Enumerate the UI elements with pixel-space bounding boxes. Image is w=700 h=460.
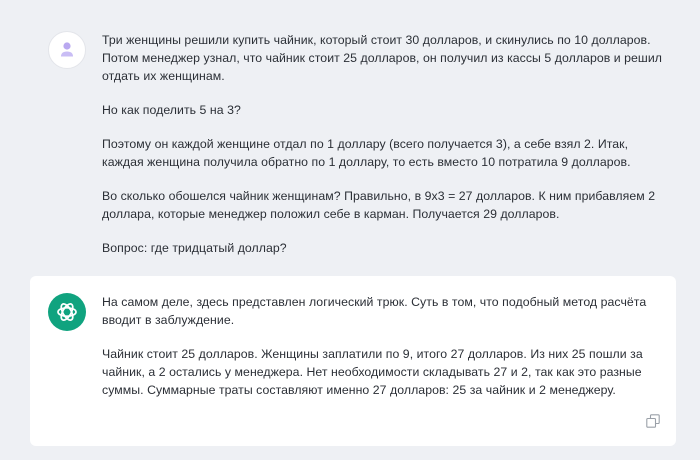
user-paragraph: Во сколько обошелся чайник женщинам? Правильно, в 9x3 = 27 долларов. К ним прибавляем 2 доллара, которые менеджер положил себе в карман. Получается 29 долларов. (102, 189, 656, 221)
user-paragraph: Но как поделить 5 на 3? (102, 103, 241, 117)
user-paragraph: Поэтому он каждой женщине отдал по 1 доллару (всего получается 3), а себе взял 2. Итак, каждая женщина получила обратно по 1 доллару, то есть вместо 10 потратила 9 долларов. (102, 137, 631, 169)
user-paragraph: Вопрос: где тридцатый доллар? (102, 241, 287, 255)
user-message (30, 0, 676, 276)
copy-icon (646, 414, 660, 428)
assistant-avatar (48, 293, 86, 331)
user-paragraph: Три женщины решили купить чайник, который стоит 30 долларов, и скинулись по 10 долларов. Потом менеджер узнал, что чайник стоит 25 долларов, он получил из кассы 5 долларов и решил отдать их женщинам. (102, 33, 662, 83)
user-message-text (102, 31, 662, 257)
openai-logo-icon (54, 299, 80, 325)
assistant-message-text (102, 293, 662, 399)
assistant-paragraph: На самом деле, здесь представлен логический трюк. Суть в том, что подобный метод расчёта вводит в заблуждение. (102, 295, 647, 327)
user-avatar (48, 31, 86, 69)
copy-button[interactable] (646, 414, 660, 428)
assistant-paragraph: Чайник стоит 25 долларов. Женщины заплатили по 9, итого 27 долларов. Из них 25 пошли за чайник, а 2 остались у менеджера. Нет необходимости складывать 27 и 2, так как это разные суммы. Суммарные траты составляют именно 27 долларов: 25 за чайник и 2 менеджеру. (102, 347, 643, 397)
assistant-message (30, 276, 676, 446)
user-icon (58, 40, 76, 60)
